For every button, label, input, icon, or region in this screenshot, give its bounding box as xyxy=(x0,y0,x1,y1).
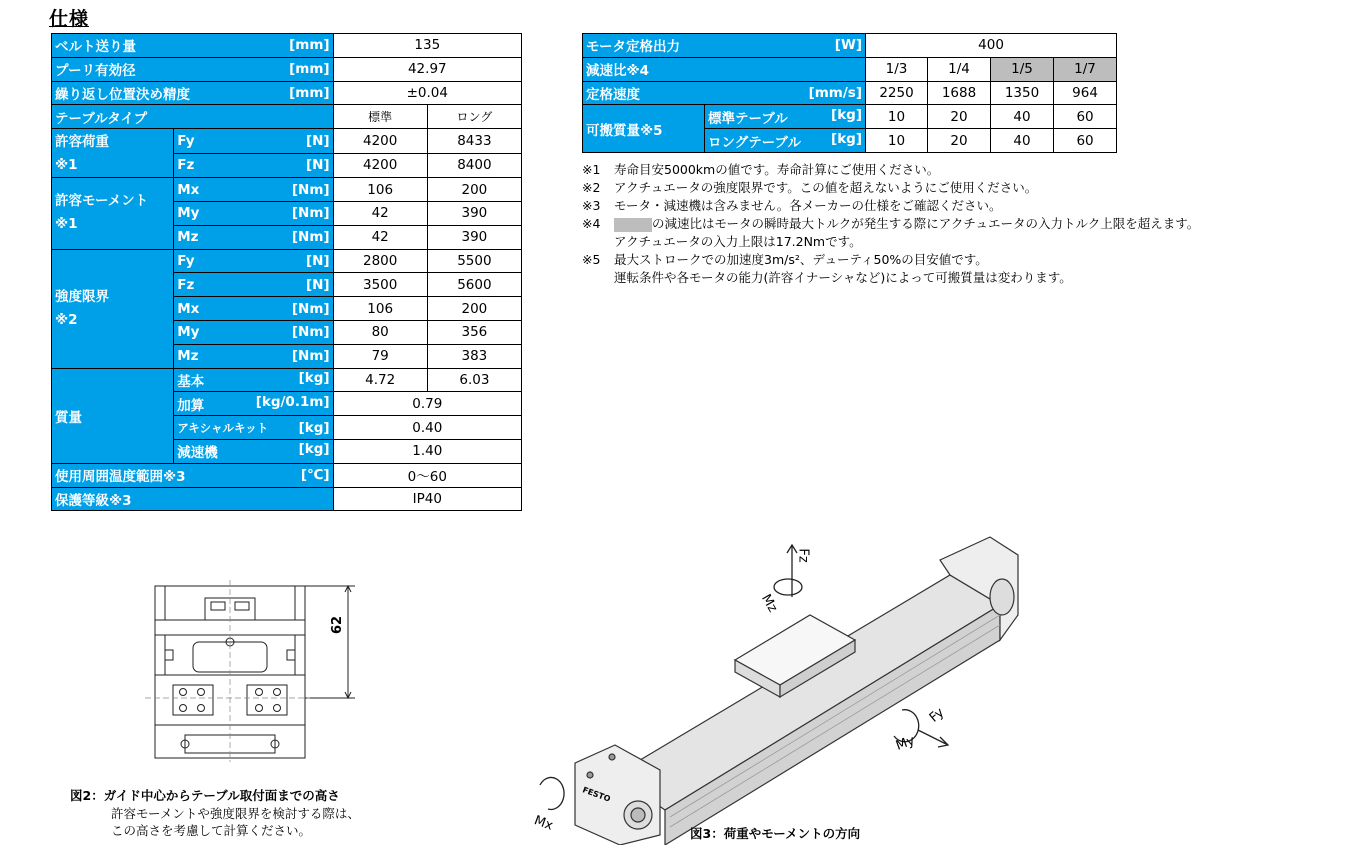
table-row: ロングテーブル [kg] 10 20 40 60 xyxy=(583,129,1117,153)
table-row: 保護等級※3 IP40 xyxy=(52,487,522,511)
table-row: 加算 [kg/0.1m] 0.79 xyxy=(52,392,522,416)
footnote: ※2 アクチュエータの強度限界です。この値を超えないようにご使用ください。 xyxy=(582,180,1038,195)
table-row: ベルト送り量 [mm] 135 xyxy=(52,34,522,58)
fy-label: Fy xyxy=(926,705,948,726)
festo-logo: FESTO xyxy=(581,785,612,804)
table-row: 質量 基本 [kg] 4.72 6.03 xyxy=(52,368,522,392)
table-row: モータ定格出力 [W] 400 xyxy=(583,34,1117,58)
table-row: 繰り返し位置決め精度 [mm] ±0.04 xyxy=(52,81,522,105)
table-row: テーブルタイプ 標準 ロング xyxy=(52,105,522,129)
table-row: 使用周囲温度範囲※3 [℃] 0～60 xyxy=(52,463,522,487)
table-row: Mx [Nm] 106 200 xyxy=(52,297,522,321)
table-row: アキシャルキット [kg] 0.40 xyxy=(52,416,522,440)
table-row: My [Nm] 42 390 xyxy=(52,201,522,225)
spec-table-right xyxy=(582,33,1117,153)
cross-section-drawing xyxy=(145,580,365,765)
footnote: ※5 最大ストロークでの加速度3m/s²、デューティ50%の目安値です。 xyxy=(582,252,988,267)
table-row: Fz [N] 3500 5600 xyxy=(52,273,522,297)
my-label: My xyxy=(894,733,917,754)
footnote: ※1 寿命目安5000kmの値です。寿命計算にご使用ください。 xyxy=(582,162,940,177)
table-row: 許容モーメント ※1 Mx [Nm] 106 200 xyxy=(52,178,522,202)
page-title: 仕様 xyxy=(49,8,90,30)
table-row: My [Nm] 80 356 xyxy=(52,320,522,344)
table-row: 許容荷重 ※1 Fy [N] 4200 8433 xyxy=(52,129,522,154)
table-row: 定格速度 [mm/s] 2250 1688 1350 964 xyxy=(583,81,1117,105)
fz-label: Fz xyxy=(795,548,811,563)
table-row: Mz [Nm] 79 383 xyxy=(52,344,522,368)
table-row: プーリ有効径 [mm] 42.97 xyxy=(52,57,522,81)
mz-label: Mz xyxy=(758,591,781,616)
table-row: 減速比※4 1/3 1/4 1/5 1/7 xyxy=(583,57,1117,81)
figure3-caption: 図3：荷重やモーメントの方向 xyxy=(690,826,861,841)
dimension-label: 62 xyxy=(330,615,345,634)
footnote: ※3 モータ・減速機は含みません。各メーカーの仕様をご確認ください。 xyxy=(582,198,1002,213)
table-row: Fz [N] 4200 8400 xyxy=(52,153,522,178)
footnote: ※4 の減速比はモータの瞬時最大トルクが発生する際にアクチュエータの入力トルク上限を超えます。 xyxy=(582,216,1200,231)
footnotes: ※1 寿命目安5000kmの値です。寿命計算にご使用ください。 ※2 アクチュエータの強度限界です。この値を超えないようにご使用ください。 ※3 モータ・減速機は含みません。各メーカーの仕様をご確認ください。 ※4 の減速比はモータの瞬時最大トルクが発生する際にアクチュエータの入力トルク上限を超えます。 アクチュエータの入力上限は17.2Nmです。 ※5 最大ストロークでの加速度3m/s²、デューティ50%の目安値です。 運転条件や各モータの能力(許容イナーシャなど)によって可搬質量は変わります。 xyxy=(582,162,1200,285)
table-row: 強度限界 ※2 Fy [N] 2800 5500 xyxy=(52,249,522,273)
figure2-subtext: 許容モーメントや強度限界を検討する際は、 この高さを考慮して計算ください。 xyxy=(111,806,360,838)
table-row: Mz [Nm] 42 390 xyxy=(52,225,522,249)
mx-label: Mx xyxy=(532,813,555,834)
spec-table-left xyxy=(51,33,522,511)
highlight-swatch xyxy=(614,218,652,232)
figure2-caption: 図2：ガイド中心からテーブル取付面までの高さ xyxy=(70,788,340,803)
table-row: 減速機 [kg] 1.40 xyxy=(52,439,522,463)
table-row: 可搬質量※5 標準テーブル [kg] 10 20 40 60 xyxy=(583,105,1117,129)
